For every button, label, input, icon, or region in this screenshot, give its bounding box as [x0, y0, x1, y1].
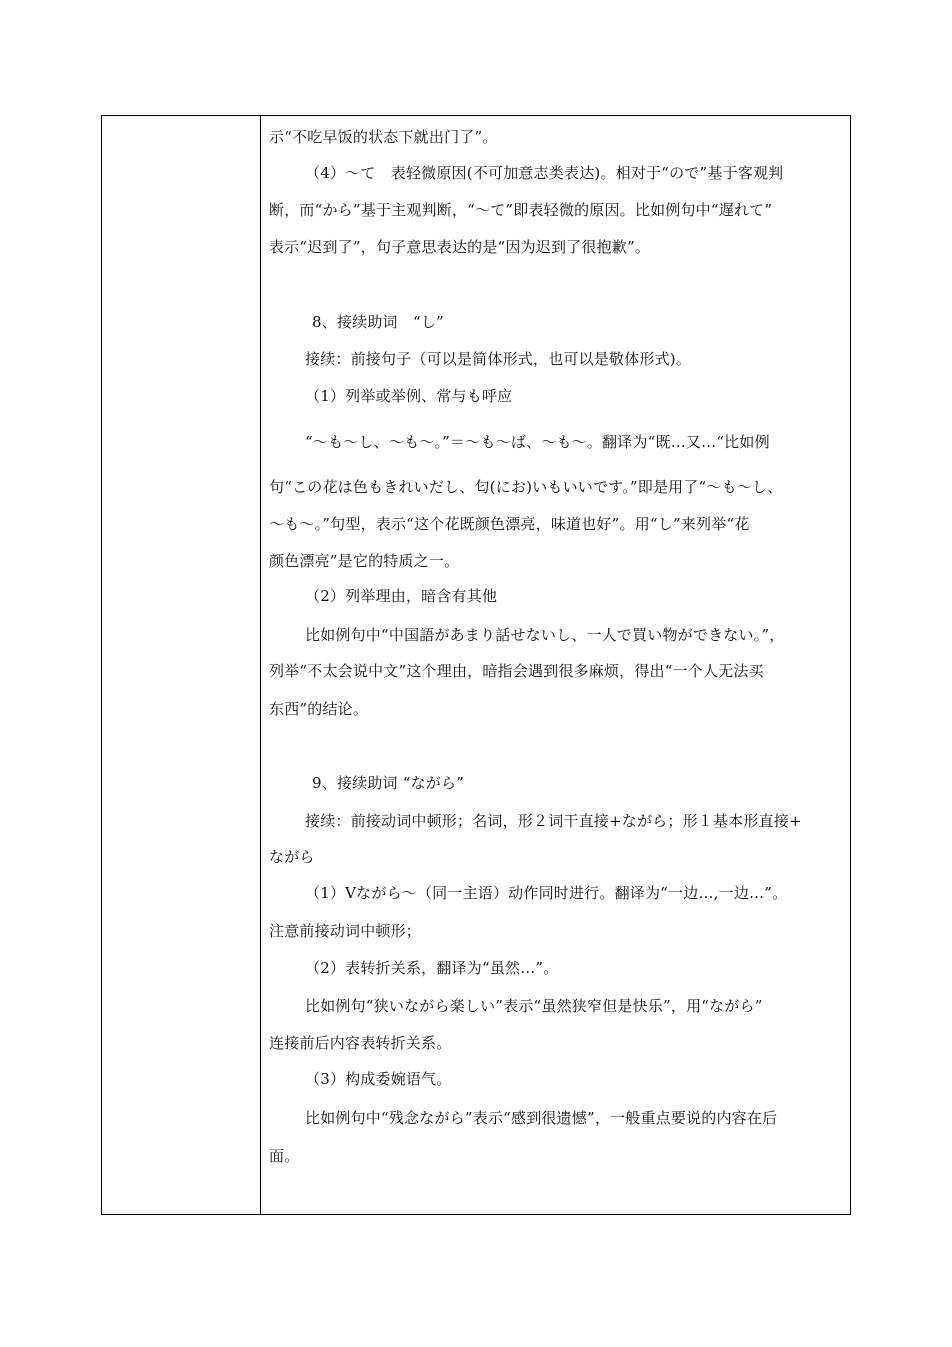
text-line: 比如例句中“中国語があまり話せないし、一人で買い物ができない。”，: [305, 626, 785, 644]
text-line: 表示“迟到了”，句子意思表达的是“因为迟到了很抱歉”。: [269, 238, 651, 256]
text-line: 比如例句“狭いながら楽しい”表示“虽然狭窄但是快乐”，用“ながら”: [305, 997, 763, 1015]
text-line: 颜色漂亮”是它的特质之一。: [269, 552, 460, 570]
text-line: （1）Vながら～（同一主语）动作同时进行。翻译为“一边…,一边…”。: [305, 884, 788, 902]
text-line: （3）构成委婉语气。: [305, 1070, 452, 1088]
text-line: 示“不吃早饭的状态下就出门了”。: [269, 128, 498, 146]
text-line: 注意前接动词中顿形；: [269, 922, 422, 940]
text-line: 面。: [269, 1147, 300, 1165]
text-line: ～も～。”句型，表示“这个花既颜色漂亮，味道也好”。用“し”来列举“花: [269, 515, 750, 533]
text-line: （2）列举理由，暗含有其他: [305, 587, 498, 605]
section-heading: 8、接续助词 “し”: [312, 313, 444, 331]
text-line: 接续：前接动词中顿形；名词，形２词干直接+ながら；形１基本形直接+: [305, 812, 802, 830]
text-line: 比如例句中“残念ながら”表示“感到很遗憾”，一般重点要说的内容在后: [305, 1109, 778, 1127]
text-line: 东西”的结论。: [269, 700, 369, 718]
text-line: 接续：前接句子（可以是简体形式，也可以是敬体形式)。: [305, 350, 692, 368]
table-right-cell: [261, 116, 850, 1214]
table-left-cell: [102, 116, 261, 1214]
text-line: 句“この花は色もきれいだし、匂(にお)いもいいです。”即是用了“～も～し、: [269, 478, 783, 496]
text-line: （4）～て 表轻微原因(不可加意志类表达)。相对于“ので”基于客观判: [305, 164, 784, 182]
content-table: [101, 115, 851, 1215]
text-line: ながら: [269, 848, 315, 866]
text-line: 列举“不太会说中文”这个理由，暗指会遇到很多麻烦，得出“一个人无法买: [269, 662, 764, 680]
text-line: （1）列举或举例、常与も呼应: [305, 387, 513, 405]
text-line: “～も～し、～も～。”＝～も～ば、～も～。翻译为“既…又…“比如例: [305, 433, 770, 451]
section-heading: 9、接续助词 “ながら”: [312, 774, 465, 792]
text-line: （2）表转折关系，翻译为“虽然…”。: [305, 959, 559, 977]
text-line: 连接前后内容表转折关系。: [269, 1034, 452, 1052]
text-line: 断，而“から”基于主观判断，“～て”即表轻微的原因。比如例句中“遅れて”: [269, 201, 773, 219]
